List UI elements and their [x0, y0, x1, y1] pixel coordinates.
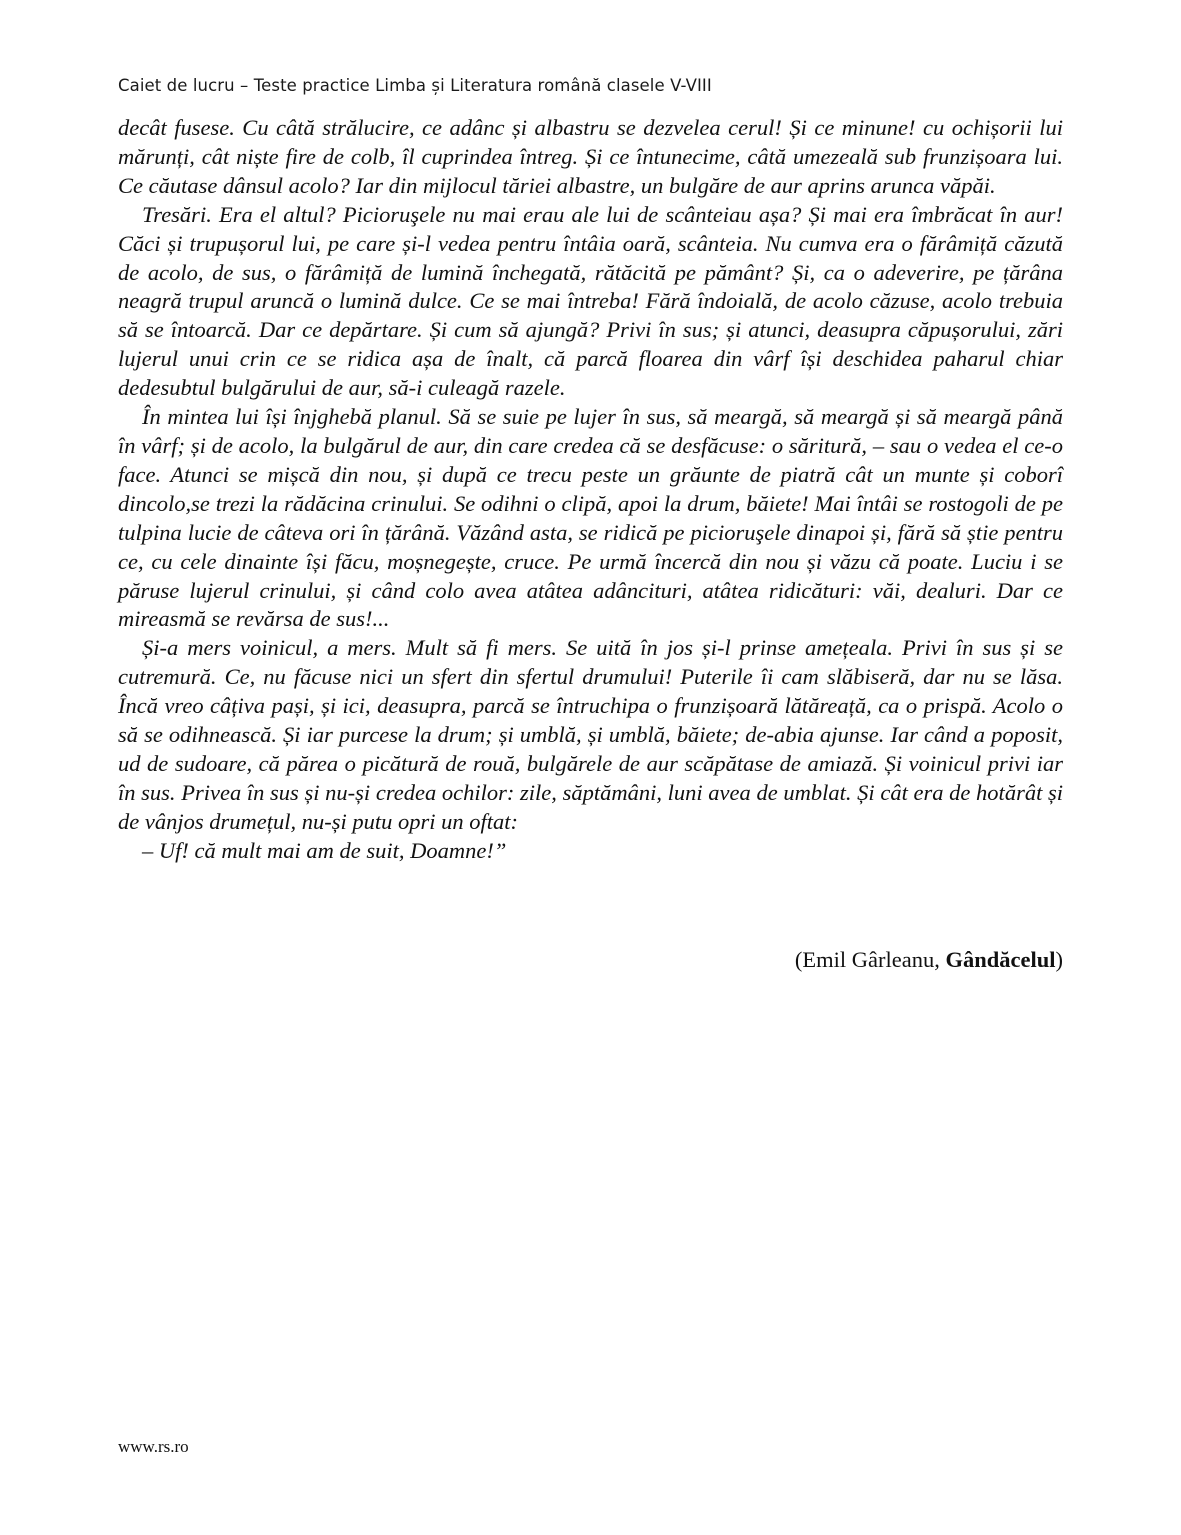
source-attribution: [795, 946, 1063, 975]
attribution-author: (Emil Gârleanu,: [794, 947, 946, 972]
attribution-title: Gândăcelul: [945, 947, 1056, 972]
paragraph: Tresări. Era el altul? Picioruşele nu mai erau ale lui de scânteiau așa? Și mai era îmbrăcat în aur! Căci și trupușorul lui, pe care și-l vedea pentru întâia oară, scânteia. Nu cumva era o fărâmiță căzută de acolo, de sus, o fărâmiță de lumină închegată, rătăcită pe pământ? Și, ca o adeverire, pe țărâna neagră trupul aruncă o lumină dulce. Ce se mai întreba! Fără îndoială, de acolo căzuse, acolo trebuia să se întoarcă. Dar ce depărtare. Și cum să ajungă? Privi în sus; și atunci, deasupra căpușorului, zări lujerul unui crin ce se ridica așa de înalt, că parcă floarea din vârf își deschidea paharul chiar dedesubtul bulgărului de aur, să-i culeagă razele.: [118, 201, 1063, 401]
paragraph: decât fusese. Cu câtă strălucire, ce adânc și albastru se dezvelea cerul! Și ce minune! cu ochișorii lui mărunți, cât niște fire de colb, îl cuprindea întreg. Și ce întunecime, câtă umezeală sub frunzișoara lui. Ce căutase dânsul acolo? Iar din mijlocul tăriei albastre, un bulgăre de aur aprins arunca văpăi.: [118, 115, 1063, 198]
running-header: Caiet de lucru – Teste practice Limba și Literatura română clasele V-VIII: [118, 76, 712, 95]
story-excerpt: [118, 114, 1063, 866]
paragraph: În mintea lui își înjghebă planul. Să se suie pe lujer în sus, să meargă, să meargă și să meargă până în vârf; și de acolo, la bulgărul de aur, din care credea că se desfăcuse: o săritură, – sau o vedea el ce-o face. Atunci se mișcă din nou, și după ce trecu peste un grăunte de piatră cât un munte și coborî dincolo,se trezi la rădăcina crinului. Se odihni o clipă, apoi la drum, băiete! Mai întâi se rostogoli de pe tulpina lucie de câteva ori în țărână. Văzând asta, se ridică pe picioruşele dinapoi și, fără să știe pentru ce, cu cele dinainte își făcu, moșnegește, cruce. Pe urmă încercă din nou și văzu că poate. Luciu i se păruse lujerul crinului, și când colo avea atâtea adâncituri, atâtea ridicături: văi, dealuri. Dar ce mireasmă se revărsa de sus!...: [118, 404, 1063, 632]
dialogue-line: – Uf! că mult mai am de suit, Doamne!”: [142, 837, 507, 863]
footer-website: www.rs.ro: [118, 1437, 189, 1456]
paragraph: Și-a mers voinicul, a mers. Mult să fi mers. Se uită în jos și-l prinse amețeala. Privi în sus și se cutremură. Ce, nu făcuse nici un sfert din sfertul drumului! Puterile îi cam slăbiseră, dar nu se lăsa. Încă vreo câțiva pași, și ici, deasupra, parcă se întruchipa o frunzișoară lătăreață, ca o prispă. Acolo o să se odihnească. Și iar purcese la drum; și umblă, și umblă, băiete; de-abia ajunse. Iar când a poposit, ud de sudoare, că părea o picătură de rouă, bulgărele de aur scăpătase de amiază. Și voinicul privi iar în sus. Privea în sus și nu-și credea ochilor: zile, săptămâni, luni avea de umblat. Și cât era de hotărât și de vânjos drumețul, nu-și putu opri un oftat:: [118, 635, 1063, 834]
attribution-close: ): [1055, 947, 1063, 972]
